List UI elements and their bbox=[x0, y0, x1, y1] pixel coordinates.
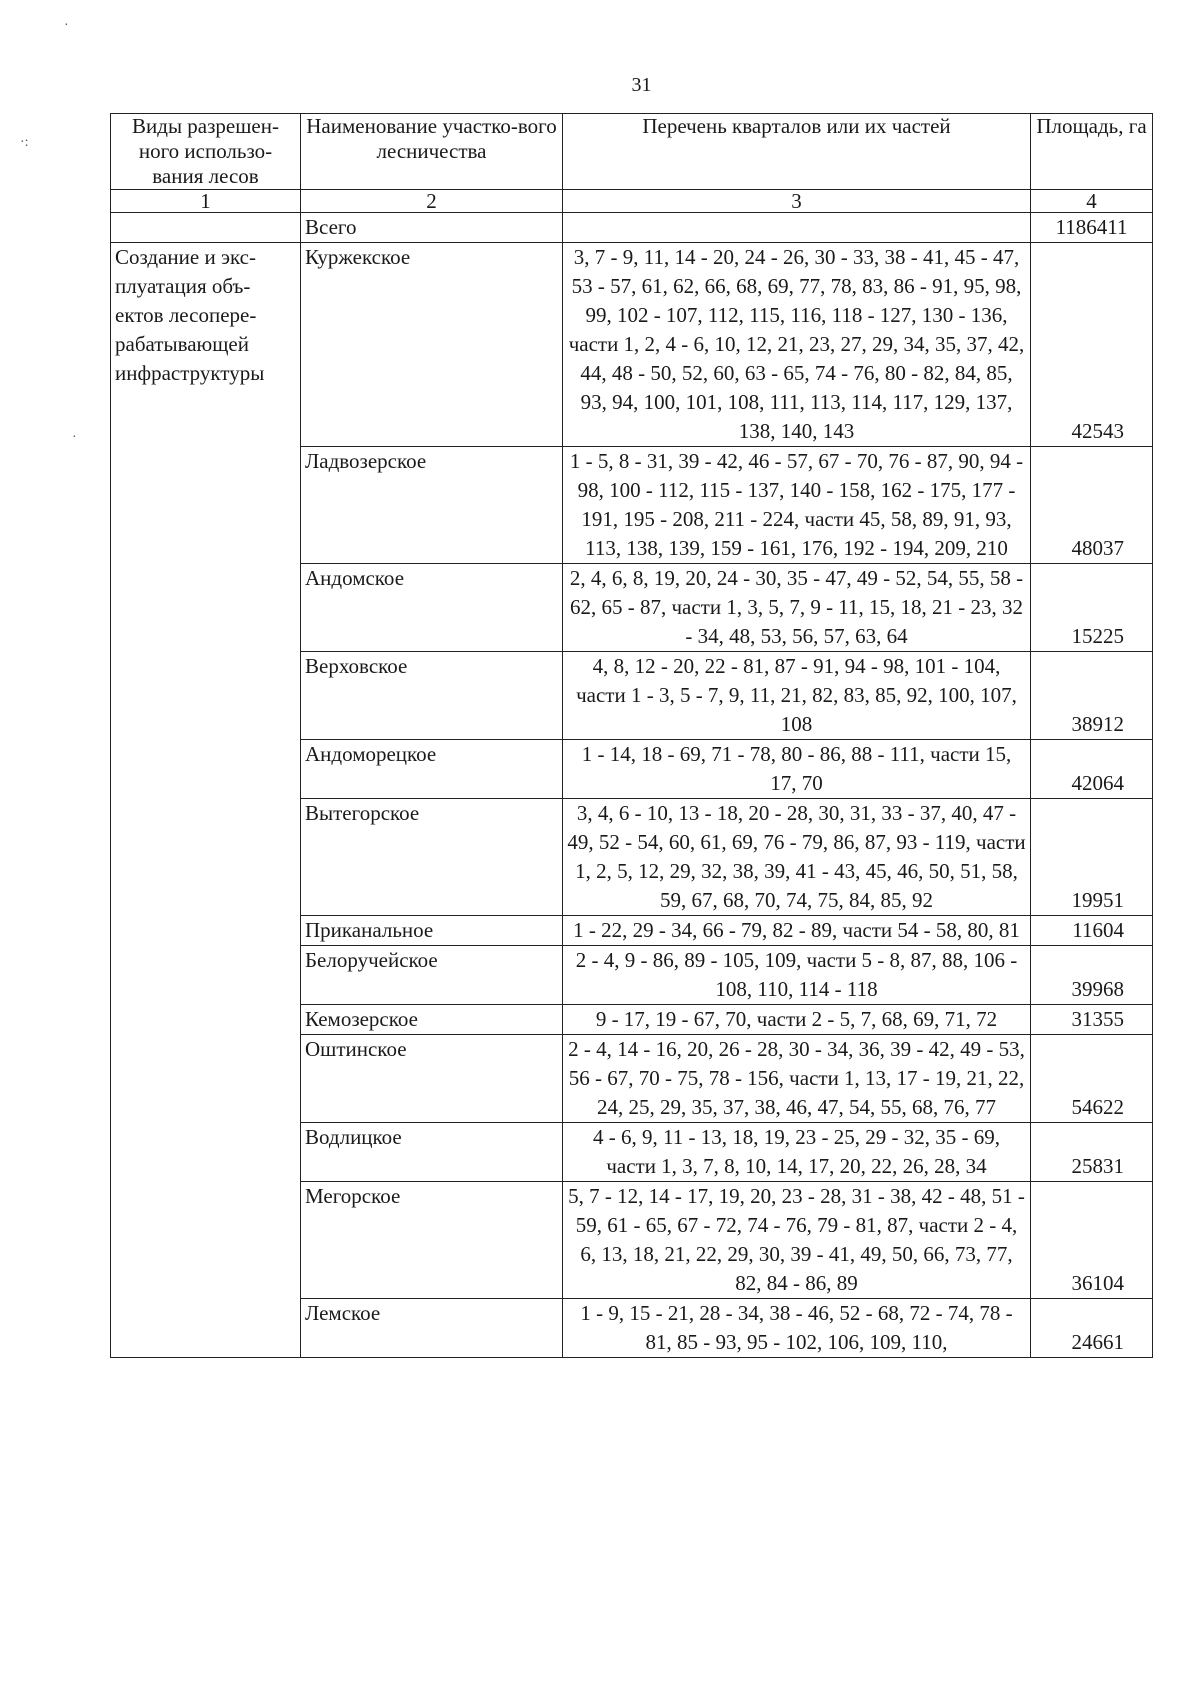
area-value: 48037 bbox=[1031, 447, 1153, 564]
area-value: 24661 bbox=[1031, 1299, 1153, 1358]
forestry-name: Ладвозерское bbox=[301, 447, 563, 564]
quarters-list: 3, 4, 6 - 10, 13 - 18, 20 - 28, 30, 31, 33 - 37, 40, 47 - 49, 52 - 54, 60, 61, 69, 76 - 79, 86, 87, 93 - 119, части 1, 2, 5, 12, 29, 32, 38, 39, 41 - 43, 45, 46, 50, 51, 58, 59, 67, 68, 70, 74, 75, 84, 85, 92 bbox=[563, 799, 1031, 916]
header-area: Площадь, га bbox=[1031, 114, 1153, 190]
area-value: 42064 bbox=[1031, 740, 1153, 799]
area-value: 42543 bbox=[1031, 243, 1153, 447]
table-header-row bbox=[111, 114, 1153, 190]
area-value: 11604 bbox=[1031, 916, 1153, 946]
quarters-list: 4 - 6, 9, 11 - 13, 18, 19, 23 - 25, 29 - 32, 35 - 69, части 1, 3, 7, 8, 10, 14, 17, 20, 22, 26, 28, 34 bbox=[563, 1123, 1031, 1182]
forestry-name: Белоручейское bbox=[301, 946, 563, 1005]
scan-speck: · bbox=[64, 18, 69, 33]
area-value: 15225 bbox=[1031, 564, 1153, 652]
quarters-list: 3, 7 - 9, 11, 14 - 20, 24 - 26, 30 - 33, 38 - 41, 45 - 47, 53 - 57, 61, 62, 66, 68, 69, 77, 78, 83, 86 - 91, 95, 98, 99, 102 - 107, 112, 115, 116, 118 - 127, 130 - 136, части 1, 2, 4 - 6, 10, 12, 21, 23, 27, 29, 34, 35, 37, 42, 44, 48 - 50, 52, 60, 63 - 65, 74 - 76, 80 - 82, 84, 85, 93, 94, 100, 101, 108, 111, 113, 114, 117, 129, 137, 138, 140, 143 bbox=[563, 243, 1031, 447]
forestry-name: Кемозерское bbox=[301, 1005, 563, 1035]
header-quarters-list: Перечень кварталов или их частей bbox=[563, 114, 1031, 190]
area-value: 19951 bbox=[1031, 799, 1153, 916]
quarters-list: 1 - 14, 18 - 69, 71 - 78, 80 - 86, 88 - 111, части 15, 17, 70 bbox=[563, 740, 1031, 799]
forestry-name: Водлицкое bbox=[301, 1123, 563, 1182]
quarters-list: 1 - 9, 15 - 21, 28 - 34, 38 - 46, 52 - 68, 72 - 74, 78 - 81, 85 - 93, 95 - 102, 106, 109, 110, bbox=[563, 1299, 1031, 1358]
forestry-name: Верховское bbox=[301, 652, 563, 740]
total-label: Всего bbox=[301, 213, 563, 243]
quarters-list: 9 - 17, 19 - 67, 70, части 2 - 5, 7, 68, 69, 71, 72 bbox=[563, 1005, 1031, 1035]
quarters-list: 2, 4, 6, 8, 19, 20, 24 - 30, 35 - 47, 49 - 52, 54, 55, 58 - 62, 65 - 87, части 1, 3, 5, 7, 9 - 11, 15, 18, 21 - 23, 32 - 34, 48, 53, 56, 57, 63, 64 bbox=[563, 564, 1031, 652]
table-row bbox=[111, 243, 1153, 447]
forestry-name: Куржекское bbox=[301, 243, 563, 447]
column-number: 1 bbox=[111, 190, 301, 213]
total-usage-empty bbox=[111, 213, 301, 243]
forestry-name: Вытегорское bbox=[301, 799, 563, 916]
quarters-list: 1 - 5, 8 - 31, 39 - 42, 46 - 57, 67 - 70, 76 - 87, 90, 94 - 98, 100 - 112, 115 - 137, 140 - 158, 162 - 175, 177 - 191, 195 - 208, 211 - 224, части 45, 58, 89, 91, 93, 113, 138, 139, 159 - 161, 176, 192 - 194, 209, 210 bbox=[563, 447, 1031, 564]
scan-speck: · bbox=[72, 430, 77, 445]
quarters-list: 2 - 4, 14 - 16, 20, 26 - 28, 30 - 34, 36, 39 - 42, 49 - 53, 56 - 67, 70 - 75, 78 - 156, части 1, 13, 17 - 19, 21, 22, 24, 25, 29, 35, 37, 38, 46, 47, 54, 55, 68, 76, 77 bbox=[563, 1035, 1031, 1123]
column-number-row bbox=[111, 190, 1153, 213]
quarters-list: 5, 7 - 12, 14 - 17, 19, 20, 23 - 28, 31 - 38, 42 - 48, 51 - 59, 61 - 65, 67 - 72, 74 - 76, 79 - 81, 87, части 2 - 4, 6, 13, 18, 21, 22, 29, 30, 39 - 41, 49, 50, 66, 73, 77, 82, 84 - 86, 89 bbox=[563, 1182, 1031, 1299]
area-value: 54622 bbox=[1031, 1035, 1153, 1123]
area-value: 38912 bbox=[1031, 652, 1153, 740]
area-value: 36104 bbox=[1031, 1182, 1153, 1299]
area-value: 31355 bbox=[1031, 1005, 1153, 1035]
header-usage-type: Виды разрешен-ного использо-вания лесов bbox=[111, 114, 301, 190]
forestry-name: Оштинское bbox=[301, 1035, 563, 1123]
column-number: 4 bbox=[1031, 190, 1153, 213]
page-number: 31 bbox=[631, 74, 652, 96]
total-area: 1186411 bbox=[1031, 213, 1153, 243]
forest-quarters-table bbox=[110, 113, 1153, 1358]
forestry-name: Мегорское bbox=[301, 1182, 563, 1299]
forestry-name: Приканальное bbox=[301, 916, 563, 946]
header-forestry-name: Наименование участко-вого лесничества bbox=[301, 114, 563, 190]
total-row bbox=[111, 213, 1153, 243]
forestry-name: Лемское bbox=[301, 1299, 563, 1358]
quarters-list: 1 - 22, 29 - 34, 66 - 79, 82 - 89, части 54 - 58, 80, 81 bbox=[563, 916, 1031, 946]
column-number: 3 bbox=[563, 190, 1031, 213]
scan-speck: ·: bbox=[20, 135, 29, 150]
area-value: 39968 bbox=[1031, 946, 1153, 1005]
forestry-name: Андомское bbox=[301, 564, 563, 652]
quarters-list: 4, 8, 12 - 20, 22 - 81, 87 - 91, 94 - 98, 101 - 104, части 1 - 3, 5 - 7, 9, 11, 21, 82, 83, 85, 92, 100, 107, 108 bbox=[563, 652, 1031, 740]
total-quarters-empty bbox=[563, 213, 1031, 243]
forestry-name: Андоморецкое bbox=[301, 740, 563, 799]
column-number: 2 bbox=[301, 190, 563, 213]
usage-type-cell: Создание и экс-плуатация объ-ектов лесопере-рабатывающей инфраструктуры bbox=[111, 243, 301, 1358]
area-value: 25831 bbox=[1031, 1123, 1153, 1182]
quarters-list: 2 - 4, 9 - 86, 89 - 105, 109, части 5 - 8, 87, 88, 106 - 108, 110, 114 - 118 bbox=[563, 946, 1031, 1005]
